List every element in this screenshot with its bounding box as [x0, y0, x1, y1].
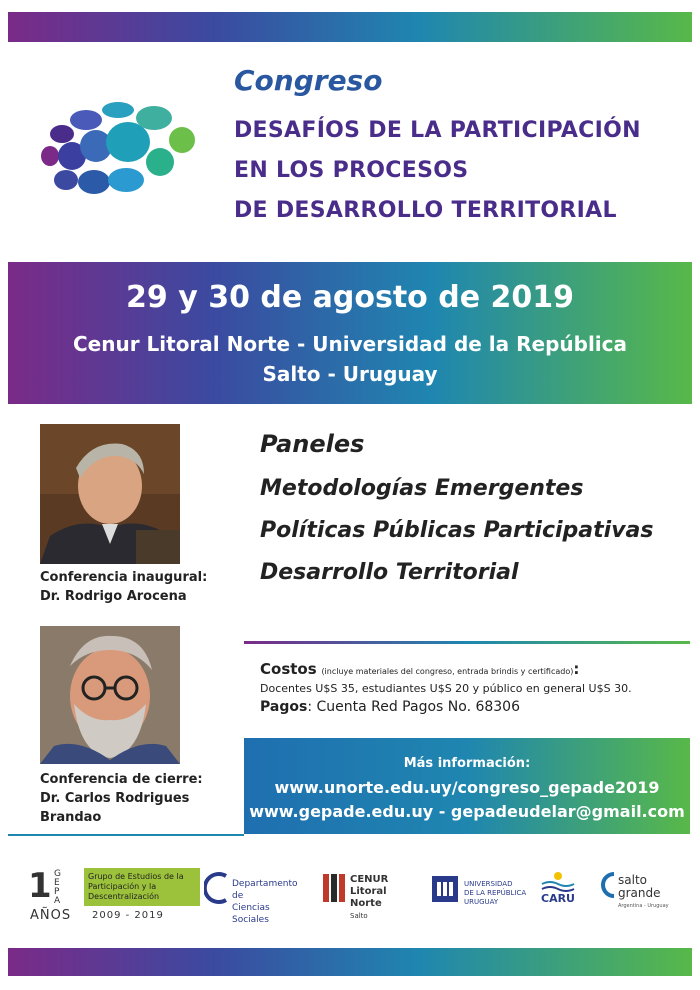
- logo-shape: [41, 146, 59, 166]
- gepade-letter: A: [54, 896, 63, 906]
- salto-text: [618, 874, 669, 913]
- event-city: Salto - Uruguay: [262, 362, 438, 386]
- gepade-anos: AÑOS: [30, 908, 72, 923]
- logo-shape: [50, 125, 74, 143]
- payments-line: [260, 699, 632, 715]
- logo-shape: [108, 168, 144, 192]
- gepade-letter: P: [54, 887, 62, 897]
- logo-shape: [169, 127, 195, 153]
- gepade-number: 1: [28, 866, 52, 906]
- title-line-3: DE DESARROLLO TERRITORIAL: [234, 198, 617, 223]
- congress-label: Congreso: [234, 64, 383, 97]
- salto-grande-icon: [596, 870, 618, 900]
- caru-text: CARU: [541, 892, 575, 905]
- info-band: [244, 738, 690, 834]
- gepade-description: Grupo de Estudios de la Participación y la Descentralización: [84, 868, 200, 906]
- panel-item: Desarrollo Territorial: [260, 560, 519, 585]
- dcs-icon: [204, 870, 230, 906]
- title-line-1: DESAFÍOS DE LA PARTICIPACIÓN: [234, 118, 641, 143]
- logo-shape: [146, 148, 174, 176]
- udelar-line: URUGUAY: [464, 898, 499, 906]
- speaker-caption-2: [40, 770, 203, 827]
- panel-item: Metodologías Emergentes: [260, 476, 584, 501]
- logo-shape: [106, 122, 150, 162]
- logo-shape: [102, 102, 134, 118]
- panel-divider: [244, 641, 690, 644]
- costs-section: [260, 660, 632, 715]
- gepade-letters: [54, 870, 80, 906]
- speaker-name: Dr. Carlos Rodrigues: [40, 791, 190, 806]
- logo-shape: [70, 110, 102, 130]
- speaker-name-cont: Brandao: [40, 810, 102, 825]
- cenur-line: CENUR: [350, 874, 389, 885]
- dcs-line: Departamento de: [232, 879, 298, 901]
- info-url-1[interactable]: www.unorte.edu.uy/congreso_gepade2019: [274, 778, 660, 797]
- payments-label: Pagos: [260, 699, 308, 715]
- salto-line: grande: [618, 886, 661, 900]
- logo-shape: [54, 170, 78, 190]
- title-line-2: EN LOS PROCESOS: [234, 158, 469, 183]
- costs-note: (incluye materiales del congreso, entrada brindis y certificado): [321, 667, 574, 676]
- date-band: [8, 262, 692, 404]
- salto-line: salto: [618, 873, 647, 887]
- left-rule: [8, 834, 244, 836]
- gepade-letter: E: [54, 878, 62, 888]
- bottom-gradient-bar: [8, 948, 692, 976]
- cenur-icon: [322, 870, 346, 906]
- logo-shape: [78, 170, 110, 194]
- event-date: 29 y 30 de agosto de 2019: [126, 280, 574, 315]
- costs-line: [260, 660, 632, 678]
- congress-logo: [36, 96, 196, 206]
- speaker-name: Dr. Rodrigo Arocena: [40, 589, 187, 604]
- cenur-line: Salto: [350, 912, 368, 920]
- panel-item: Políticas Públicas Participativas: [260, 518, 654, 543]
- dcs-text: [232, 878, 304, 926]
- gepade-letter: G: [54, 869, 63, 879]
- udelar-line: DE LA REPÚBLICA: [464, 889, 527, 897]
- speaker-photo-brandao: [40, 626, 180, 764]
- udelar-icon: [430, 870, 460, 906]
- speaker-caption-1: [40, 568, 207, 606]
- panels-heading: Paneles: [260, 430, 365, 458]
- gepade-years: 2009 - 2019: [92, 910, 164, 921]
- costs-prices: Docentes U$S 35, estudiantes U$S 20 y público en general U$S 30.: [260, 682, 632, 695]
- info-label: Más información:: [403, 756, 531, 771]
- caru-icon: [538, 870, 578, 892]
- udelar-line: UNIVERSIDAD: [464, 880, 513, 888]
- speaker-photo-arocena: [40, 424, 180, 564]
- udelar-text: [464, 880, 526, 907]
- speaker-role: Conferencia inaugural:: [40, 570, 208, 585]
- info-url-2[interactable]: www.gepade.edu.uy - gepadeudelar@gmail.com: [249, 802, 685, 821]
- speaker-role: Conferencia de cierre:: [40, 772, 203, 787]
- costs-colon: :: [573, 660, 580, 678]
- dcs-line: Ciencias Sociales: [232, 903, 270, 925]
- event-venue: Cenur Litoral Norte - Universidad de la República: [72, 332, 628, 356]
- cenur-line: Litoral Norte: [350, 886, 387, 909]
- top-gradient-bar: [8, 12, 692, 42]
- panels-section: [260, 430, 653, 602]
- gepade-logo: [24, 866, 184, 926]
- salto-sub: Argentina - Uruguay: [618, 903, 669, 909]
- costs-label: Costos: [260, 660, 317, 678]
- cenur-text: [350, 874, 420, 922]
- payments-text: : Cuenta Red Pagos No. 68306: [307, 699, 520, 715]
- logo-shape: [136, 106, 172, 130]
